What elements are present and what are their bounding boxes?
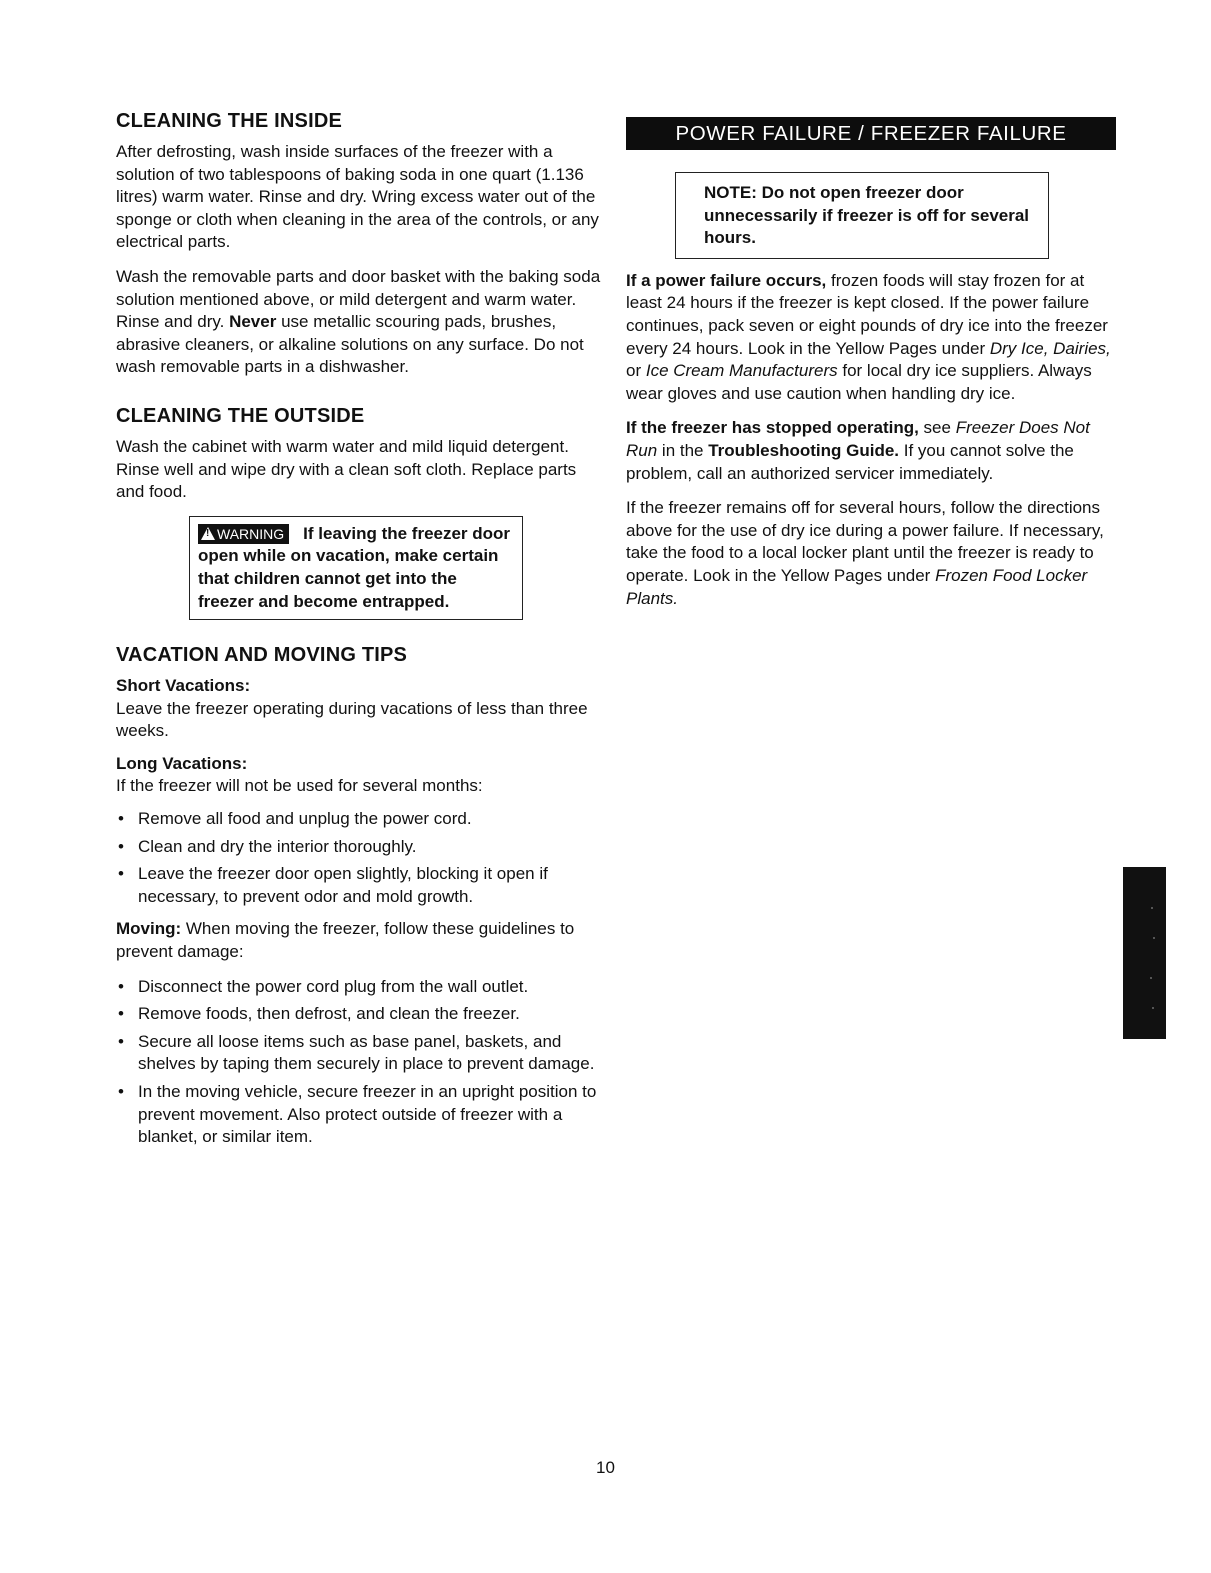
power-failure-banner: POWER FAILURE / FREEZER FAILURE: [626, 117, 1116, 150]
stopped-operating-paragraph: [626, 417, 1116, 485]
text-span: Wash the removable parts and door basket with the baking soda solution mentioned above, or mild detergent and warm water. Rinse and dry.: [116, 266, 601, 332]
list-item: • In the moving vehicle, secure freezer in an upright position to prevent movement. Also protect outside of freezer with a blanket, or similar item.: [116, 1081, 604, 1149]
long-vacations-list: [116, 808, 604, 908]
text-span: Ice Cream Manufacturers: [645, 361, 838, 381]
long-vacations-text: If the freezer will not be used for several months:: [116, 776, 483, 796]
left-column: [116, 110, 604, 1159]
warning-triangle-icon: !: [201, 527, 215, 540]
never-emphasis: Never: [229, 312, 277, 332]
warning-badge: [198, 524, 289, 544]
long-vacations-title: Long Vacations:: [116, 753, 248, 773]
list-item: • Disconnect the power cord plug from the wall outlet.: [116, 976, 604, 999]
text-span: frozen foods will stay frozen for at least 24 hours if the freezer is kept closed. If the power failure continues, pack seven or eight pounds of dry ice into the freezer every 24 hours. Look in the Yellow Pages under: [626, 270, 1108, 358]
moving-title: Moving:: [116, 919, 182, 939]
text-span: Frozen Food Locker Plants.: [626, 565, 1088, 608]
tab-marking: [1152, 1007, 1154, 1009]
moving-text: When moving the freezer, follow these guidelines to prevent damage:: [116, 919, 575, 962]
warning-badge-label: WARNING: [217, 525, 285, 542]
cleaning-outside-paragraph: Wash the cabinet with warm water and mild liquid detergent. Rinse well and wipe dry with a clean soft cloth. Replace parts and food.: [116, 436, 577, 502]
text-span: see: [918, 418, 956, 438]
text-span: If the freezer has stopped operating,: [626, 418, 919, 438]
tab-marking: [1151, 907, 1153, 909]
vacation-heading: VACATION AND MOVING TIPS: [116, 644, 408, 667]
section-edge-tab: [1123, 867, 1166, 1039]
list-item: • Leave the freezer door open slightly, blocking it open if necessary, to prevent odor and mold growth.: [116, 863, 604, 908]
text-span: Dry Ice, Dairies,: [989, 338, 1111, 358]
list-item: • Secure all loose items such as base panel, baskets, and shelves by taping them securely in place to prevent damage.: [116, 1031, 604, 1076]
text-span: or: [626, 361, 646, 381]
warning-text: If leaving the freezer door open while on vacation, make certain that children cannot get into the freezer and become entrapped.: [198, 523, 511, 611]
moving-paragraph: [116, 918, 604, 963]
list-item: • Clean and dry the interior thoroughly.: [116, 836, 604, 859]
cleaning-inside-paragraph-2: [116, 266, 604, 379]
note-box: NOTE: Do not open freezer door unnecessarily if freezer is off for several hours.: [675, 172, 1049, 259]
warning-box: [189, 516, 523, 620]
text-span: for local dry ice suppliers. Always wear gloves and use caution when handling dry ice.: [626, 361, 1092, 403]
short-vacations-text: Leave the freezer operating during vacations of less than three weeks.: [116, 698, 588, 741]
short-vacations-title: Short Vacations:: [116, 676, 251, 696]
cleaning-outside-heading: CLEANING THE OUTSIDE: [116, 404, 365, 427]
locker-plant-paragraph: [626, 497, 1116, 610]
right-column: [626, 117, 1116, 622]
text-span: If the freezer remains off for several hours, follow the directions above for the use of dry ice during a power failure. If necessary, take the food to a local locker plant until the freezer is ready to operate. Look in the Yellow Pages under: [626, 498, 1104, 585]
text-span: Freezer Does Not Run: [626, 418, 1090, 460]
list-item: • Remove foods, then defrost, and clean the freezer.: [116, 1003, 604, 1026]
text-span: Troubleshooting Guide.: [708, 440, 900, 460]
list-item: • Remove all food and unplug the power cord.: [116, 808, 604, 831]
tab-marking: [1150, 977, 1152, 979]
text-span: If a power failure occurs,: [626, 270, 827, 290]
text-span: use metallic scouring pads, brushes, abrasive cleaners, or alkaline solutions on any surface. Do not wash removable parts in a dishwasher.: [116, 312, 584, 377]
page-number: 10: [596, 1458, 615, 1477]
power-failure-paragraph: [626, 270, 1116, 406]
cleaning-inside-heading: CLEANING THE INSIDE: [116, 110, 343, 132]
cleaning-inside-paragraph-1: After defrosting, wash inside surfaces of the freezer with a solution of two tablespoons of baking soda in one quart (1.136 litres) warm water. Rinse and dry. Wring excess water out of the sponge or cloth when cleaning in the area of the controls, or any electrical parts.: [116, 142, 599, 252]
moving-list: [116, 976, 604, 1149]
text-span: in the: [657, 440, 709, 460]
tab-marking: [1153, 937, 1155, 939]
text-span: If you cannot solve the problem, call an authorized servicer immediately.: [626, 440, 1074, 483]
